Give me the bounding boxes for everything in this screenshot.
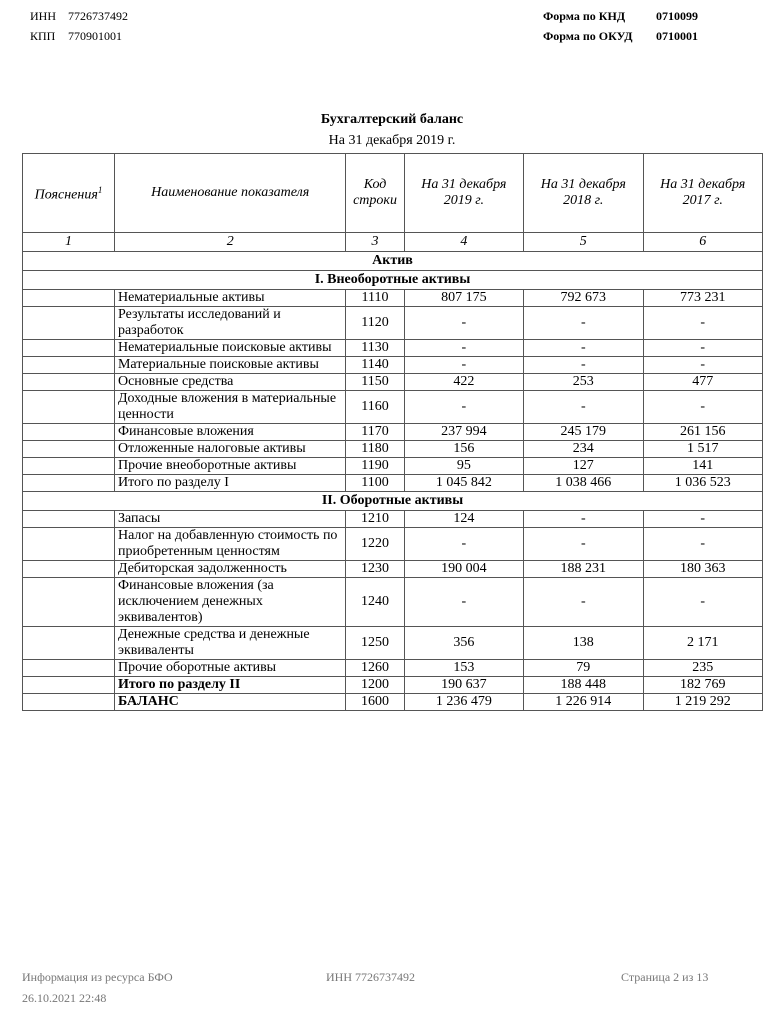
section-asset-row xyxy=(23,252,763,271)
table-row xyxy=(23,424,763,441)
value-2018: - xyxy=(524,528,643,561)
value-2019: - xyxy=(404,307,523,340)
table-row xyxy=(23,307,763,340)
document-title: Бухгалтерский баланс xyxy=(320,112,464,127)
notes-cell xyxy=(23,441,115,458)
org-identifiers xyxy=(30,9,128,49)
table-row xyxy=(23,290,763,307)
value-2017: 180 363 xyxy=(643,561,762,578)
okud-label: Форма по ОКУД xyxy=(543,29,633,43)
value-2019: 95 xyxy=(404,458,523,475)
notes-cell xyxy=(23,374,115,391)
table-row xyxy=(23,441,763,458)
value-2017: - xyxy=(643,578,762,627)
indicator-name: Итого по разделу I xyxy=(114,475,346,492)
value-2017: 773 231 xyxy=(643,290,762,307)
value-2018: 127 xyxy=(524,458,643,475)
notes-cell xyxy=(23,511,115,528)
kpp-label: КПП xyxy=(30,29,56,43)
section-1-title: I. Внеоборотные активы xyxy=(23,271,763,290)
table-row xyxy=(23,660,763,677)
line-code: 1180 xyxy=(346,441,404,458)
knd-label: Форма по КНД xyxy=(543,9,626,23)
inn-label: ИНН xyxy=(30,9,56,23)
value-2018: 1 038 466 xyxy=(524,475,643,492)
table-row xyxy=(23,357,763,374)
indicator-name: Материальные поисковые активы xyxy=(114,357,346,374)
value-2019: - xyxy=(404,528,523,561)
value-2019: 356 xyxy=(404,627,523,660)
notes-cell xyxy=(23,290,115,307)
kpp-value: 770901001 xyxy=(68,29,122,43)
value-2018: 253 xyxy=(524,374,643,391)
value-2019: 124 xyxy=(404,511,523,528)
indicator-name: Прочие оборотные активы xyxy=(114,660,346,677)
value-2017: - xyxy=(643,391,762,424)
line-code: 1100 xyxy=(346,475,404,492)
line-code: 1120 xyxy=(346,307,404,340)
value-2017: - xyxy=(643,528,762,561)
value-2019: 1 236 479 xyxy=(404,694,523,711)
indicator-name: Основные средства xyxy=(114,374,346,391)
notes-cell xyxy=(23,627,115,660)
section-1-row xyxy=(23,271,763,290)
value-2019: 153 xyxy=(404,660,523,677)
value-2018: - xyxy=(524,307,643,340)
section-asset-title: Актив xyxy=(23,252,763,271)
indicator-name: Финансовые вложения (за исключением денежных эквивалентов) xyxy=(114,578,346,627)
line-code: 1160 xyxy=(346,391,404,424)
col-number: 3 xyxy=(346,233,404,252)
line-code: 1150 xyxy=(346,374,404,391)
line-code: 1200 xyxy=(346,677,404,694)
line-code: 1140 xyxy=(346,357,404,374)
notes-cell xyxy=(23,475,115,492)
indicator-name: Нематериальные поисковые активы xyxy=(114,340,346,357)
col-header-name: Наименование показателя xyxy=(114,154,346,233)
notes-cell xyxy=(23,340,115,357)
value-2019: - xyxy=(404,340,523,357)
value-2017: - xyxy=(643,307,762,340)
value-2017: 1 219 292 xyxy=(643,694,762,711)
indicator-name: Налог на добавленную стоимость по приобретенным ценностям xyxy=(114,528,346,561)
value-2019: 807 175 xyxy=(404,290,523,307)
value-2018: 79 xyxy=(524,660,643,677)
value-2018: 188 231 xyxy=(524,561,643,578)
value-2019: 190 637 xyxy=(404,677,523,694)
notes-cell xyxy=(23,458,115,475)
section-2-title: II. Оборотные активы xyxy=(23,492,763,511)
value-2017: 141 xyxy=(643,458,762,475)
indicator-name: Запасы xyxy=(114,511,346,528)
table-row xyxy=(23,694,763,711)
section-2-row xyxy=(23,492,763,511)
indicator-name: Прочие внеоборотные активы xyxy=(114,458,346,475)
value-2018: 234 xyxy=(524,441,643,458)
table-row xyxy=(23,561,763,578)
notes-cell xyxy=(23,424,115,441)
notes-cell xyxy=(23,677,115,694)
col-header-notes: Пояснения$^1$ xyxy=(23,154,115,233)
value-2018: 1 226 914 xyxy=(524,694,643,711)
value-2017: 2 171 xyxy=(643,627,762,660)
col-header-2019: На 31 декабря 2019 г. xyxy=(404,154,523,233)
value-2017: - xyxy=(643,340,762,357)
col-header-2018: На 31 декабря 2018 г. xyxy=(524,154,643,233)
table-row xyxy=(23,340,763,357)
form-codes xyxy=(543,9,698,49)
table-row xyxy=(23,374,763,391)
line-code: 1220 xyxy=(346,528,404,561)
line-code: 1130 xyxy=(346,340,404,357)
line-code: 1190 xyxy=(346,458,404,475)
inn-value: 7726737492 xyxy=(68,9,128,23)
value-2017: 477 xyxy=(643,374,762,391)
line-code: 1110 xyxy=(346,290,404,307)
notes-cell xyxy=(23,391,115,424)
value-2018: 245 179 xyxy=(524,424,643,441)
value-2017: 1 517 xyxy=(643,441,762,458)
value-2018: - xyxy=(524,391,643,424)
table-row xyxy=(23,677,763,694)
indicator-name: Дебиторская задолженность xyxy=(114,561,346,578)
line-code: 1240 xyxy=(346,578,404,627)
col-header-code: Код строки xyxy=(346,154,404,233)
indicator-name: Финансовые вложения xyxy=(114,424,346,441)
value-2018: 188 448 xyxy=(524,677,643,694)
col-number: 6 xyxy=(643,233,762,252)
value-2017: 261 156 xyxy=(643,424,762,441)
value-2018: - xyxy=(524,357,643,374)
line-code: 1600 xyxy=(346,694,404,711)
line-code: 1170 xyxy=(346,424,404,441)
table-row xyxy=(23,511,763,528)
footer-datetime: 26.10.2021 22:48 xyxy=(22,991,107,1005)
value-2017: - xyxy=(643,357,762,374)
col-header-2017: На 31 декабря 2017 г. xyxy=(643,154,762,233)
footer-page: Страница 2 из 13 xyxy=(621,970,709,984)
indicator-name: Нематериальные активы xyxy=(114,290,346,307)
indicator-name: Доходные вложения в материальные ценности xyxy=(114,391,346,424)
footer-inn: ИНН 7726737492 xyxy=(326,970,415,984)
indicator-name: Результаты исследований и разработок xyxy=(114,307,346,340)
column-numbers-row xyxy=(23,233,763,252)
notes-cell xyxy=(23,307,115,340)
table-row xyxy=(23,578,763,627)
notes-cell xyxy=(23,561,115,578)
col-number: 5 xyxy=(524,233,643,252)
table-row xyxy=(23,528,763,561)
value-2017: - xyxy=(643,511,762,528)
value-2018: - xyxy=(524,578,643,627)
indicator-name: Денежные средства и денежные эквиваленты xyxy=(114,627,346,660)
value-2019: - xyxy=(404,391,523,424)
knd-value: 0710099 xyxy=(656,9,698,23)
indicator-name: Итого по разделу II xyxy=(114,677,346,694)
footer-source: Информация из ресурса БФО xyxy=(22,970,173,984)
value-2018: 792 673 xyxy=(524,290,643,307)
table-row xyxy=(23,391,763,424)
value-2017: 182 769 xyxy=(643,677,762,694)
value-2018: 138 xyxy=(524,627,643,660)
line-code: 1210 xyxy=(346,511,404,528)
value-2018: - xyxy=(524,340,643,357)
notes-cell xyxy=(23,357,115,374)
notes-cell xyxy=(23,660,115,677)
okud-value: 0710001 xyxy=(656,29,698,43)
balance-table xyxy=(22,153,763,711)
notes-cell xyxy=(23,694,115,711)
value-2019: 190 004 xyxy=(404,561,523,578)
value-2019: - xyxy=(404,357,523,374)
value-2017: 235 xyxy=(643,660,762,677)
col-number: 4 xyxy=(404,233,523,252)
table-row xyxy=(23,627,763,660)
table-row xyxy=(23,475,763,492)
col-number: 2 xyxy=(114,233,346,252)
table-header-row xyxy=(23,154,763,233)
value-2019: 1 045 842 xyxy=(404,475,523,492)
value-2019: 422 xyxy=(404,374,523,391)
table-row xyxy=(23,458,763,475)
line-code: 1250 xyxy=(346,627,404,660)
notes-cell xyxy=(23,528,115,561)
line-code: 1260 xyxy=(346,660,404,677)
col-number: 1 xyxy=(23,233,115,252)
value-2019: 156 xyxy=(404,441,523,458)
indicator-name: БАЛАНС xyxy=(114,694,346,711)
value-2018: - xyxy=(524,511,643,528)
document-subtitle: На 31 декабря 2019 г. xyxy=(328,133,456,148)
value-2019: 237 994 xyxy=(404,424,523,441)
indicator-name: Отложенные налоговые активы xyxy=(114,441,346,458)
line-code: 1230 xyxy=(346,561,404,578)
value-2017: 1 036 523 xyxy=(643,475,762,492)
value-2019: - xyxy=(404,578,523,627)
notes-cell xyxy=(23,578,115,627)
